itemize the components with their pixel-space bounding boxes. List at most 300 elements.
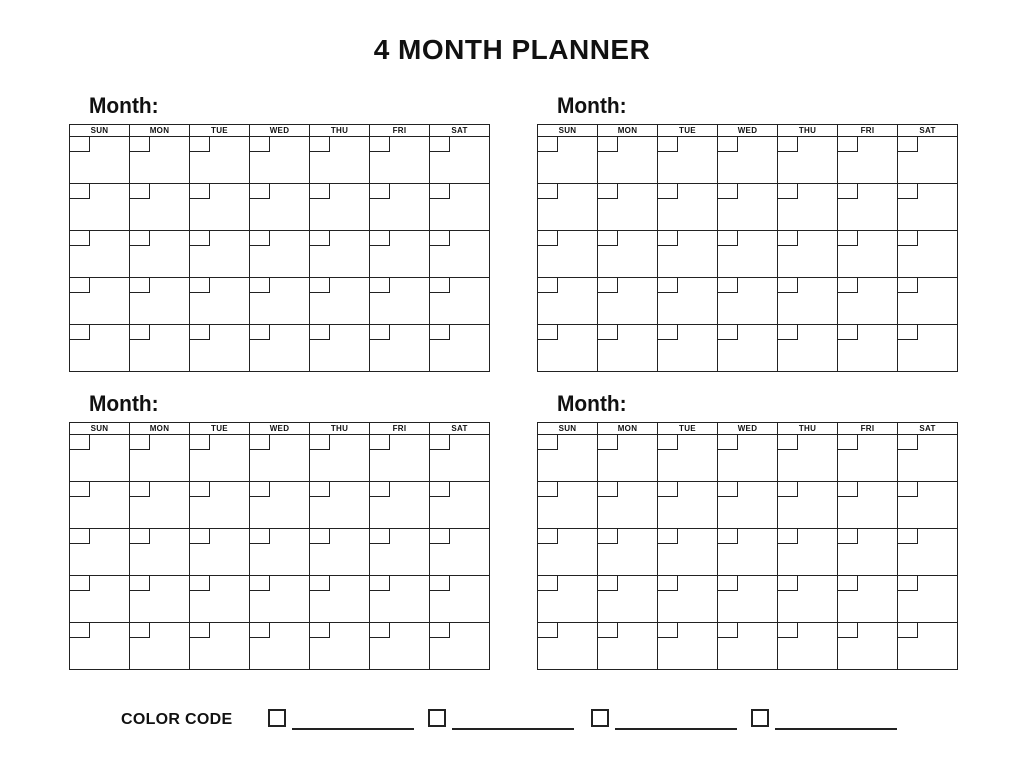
date-number-box[interactable] xyxy=(429,230,450,246)
day-cell[interactable] xyxy=(838,435,898,482)
date-number-box[interactable] xyxy=(429,575,450,591)
date-number-box[interactable] xyxy=(537,622,558,638)
date-number-box[interactable] xyxy=(537,324,558,340)
date-number-box[interactable] xyxy=(597,277,618,293)
day-cell[interactable] xyxy=(718,529,778,576)
date-number-box[interactable] xyxy=(837,575,858,591)
day-cell[interactable] xyxy=(370,482,430,529)
date-number-box[interactable] xyxy=(897,136,918,152)
date-number-box[interactable] xyxy=(837,183,858,199)
day-cell[interactable] xyxy=(778,435,838,482)
day-cell[interactable] xyxy=(190,482,250,529)
day-cell[interactable] xyxy=(658,184,718,231)
day-cell[interactable] xyxy=(898,325,958,372)
date-number-box[interactable] xyxy=(777,481,798,497)
date-number-box[interactable] xyxy=(837,528,858,544)
day-cell[interactable] xyxy=(898,623,958,670)
date-number-box[interactable] xyxy=(837,434,858,450)
day-cell[interactable] xyxy=(130,482,190,529)
day-cell[interactable] xyxy=(598,529,658,576)
day-cell[interactable] xyxy=(430,576,490,623)
day-cell[interactable] xyxy=(130,435,190,482)
day-cell[interactable] xyxy=(70,576,130,623)
date-number-box[interactable] xyxy=(189,481,210,497)
date-number-box[interactable] xyxy=(717,183,738,199)
day-cell[interactable] xyxy=(538,231,598,278)
date-number-box[interactable] xyxy=(429,528,450,544)
day-cell[interactable] xyxy=(190,184,250,231)
date-number-box[interactable] xyxy=(129,622,150,638)
day-cell[interactable] xyxy=(898,482,958,529)
day-cell[interactable] xyxy=(70,278,130,325)
day-cell[interactable] xyxy=(430,325,490,372)
day-cell[interactable] xyxy=(658,325,718,372)
date-number-box[interactable] xyxy=(369,575,390,591)
date-number-box[interactable] xyxy=(597,136,618,152)
day-cell[interactable] xyxy=(250,576,310,623)
date-number-box[interactable] xyxy=(369,434,390,450)
day-cell[interactable] xyxy=(370,184,430,231)
date-number-box[interactable] xyxy=(897,481,918,497)
date-number-box[interactable] xyxy=(429,136,450,152)
day-cell[interactable] xyxy=(778,184,838,231)
date-number-box[interactable] xyxy=(69,622,90,638)
date-number-box[interactable] xyxy=(309,136,330,152)
day-cell[interactable] xyxy=(130,576,190,623)
date-number-box[interactable] xyxy=(189,528,210,544)
date-number-box[interactable] xyxy=(597,622,618,638)
day-cell[interactable] xyxy=(658,623,718,670)
date-number-box[interactable] xyxy=(777,324,798,340)
date-number-box[interactable] xyxy=(129,183,150,199)
day-cell[interactable] xyxy=(658,231,718,278)
date-number-box[interactable] xyxy=(369,324,390,340)
day-cell[interactable] xyxy=(70,623,130,670)
date-number-box[interactable] xyxy=(657,528,678,544)
date-number-box[interactable] xyxy=(597,183,618,199)
date-number-box[interactable] xyxy=(897,183,918,199)
date-number-box[interactable] xyxy=(249,434,270,450)
date-number-box[interactable] xyxy=(657,481,678,497)
day-cell[interactable] xyxy=(310,325,370,372)
date-number-box[interactable] xyxy=(777,528,798,544)
date-number-box[interactable] xyxy=(249,481,270,497)
date-number-box[interactable] xyxy=(189,434,210,450)
date-number-box[interactable] xyxy=(717,434,738,450)
day-cell[interactable] xyxy=(310,435,370,482)
day-cell[interactable] xyxy=(838,529,898,576)
day-cell[interactable] xyxy=(538,325,598,372)
date-number-box[interactable] xyxy=(129,434,150,450)
date-number-box[interactable] xyxy=(369,136,390,152)
date-number-box[interactable] xyxy=(129,481,150,497)
day-cell[interactable] xyxy=(778,482,838,529)
date-number-box[interactable] xyxy=(69,183,90,199)
day-cell[interactable] xyxy=(430,435,490,482)
date-number-box[interactable] xyxy=(717,575,738,591)
date-number-box[interactable] xyxy=(897,230,918,246)
date-number-box[interactable] xyxy=(129,324,150,340)
date-number-box[interactable] xyxy=(777,183,798,199)
color-code-blank-line[interactable] xyxy=(452,728,574,730)
day-cell[interactable] xyxy=(430,137,490,184)
date-number-box[interactable] xyxy=(189,230,210,246)
date-number-box[interactable] xyxy=(657,136,678,152)
day-cell[interactable] xyxy=(538,184,598,231)
day-cell[interactable] xyxy=(190,529,250,576)
date-number-box[interactable] xyxy=(897,575,918,591)
color-code-checkbox[interactable] xyxy=(751,709,769,727)
day-cell[interactable] xyxy=(70,435,130,482)
day-cell[interactable] xyxy=(190,137,250,184)
day-cell[interactable] xyxy=(838,482,898,529)
date-number-box[interactable] xyxy=(309,622,330,638)
day-cell[interactable] xyxy=(778,231,838,278)
date-number-box[interactable] xyxy=(129,528,150,544)
date-number-box[interactable] xyxy=(249,230,270,246)
day-cell[interactable] xyxy=(310,623,370,670)
day-cell[interactable] xyxy=(190,231,250,278)
day-cell[interactable] xyxy=(538,137,598,184)
date-number-box[interactable] xyxy=(657,277,678,293)
color-code-checkbox[interactable] xyxy=(428,709,446,727)
week-row xyxy=(70,576,490,623)
day-cell[interactable] xyxy=(778,529,838,576)
date-number-box[interactable] xyxy=(69,481,90,497)
date-number-box[interactable] xyxy=(369,622,390,638)
date-number-box[interactable] xyxy=(777,622,798,638)
day-cell[interactable] xyxy=(70,231,130,278)
date-number-box[interactable] xyxy=(537,528,558,544)
day-cell[interactable] xyxy=(70,482,130,529)
date-number-box[interactable] xyxy=(429,277,450,293)
date-number-box[interactable] xyxy=(717,230,738,246)
day-cell[interactable] xyxy=(718,325,778,372)
day-cell[interactable] xyxy=(130,529,190,576)
day-cell[interactable] xyxy=(370,325,430,372)
day-cell[interactable] xyxy=(130,184,190,231)
day-cell[interactable] xyxy=(130,325,190,372)
date-number-box[interactable] xyxy=(897,434,918,450)
day-cell[interactable] xyxy=(370,623,430,670)
date-number-box[interactable] xyxy=(189,575,210,591)
day-cell[interactable] xyxy=(898,576,958,623)
date-number-box[interactable] xyxy=(129,230,150,246)
date-number-box[interactable] xyxy=(369,183,390,199)
day-cell[interactable] xyxy=(898,231,958,278)
date-number-box[interactable] xyxy=(897,528,918,544)
day-cell[interactable] xyxy=(250,325,310,372)
color-code-blank-line[interactable] xyxy=(292,728,414,730)
date-number-box[interactable] xyxy=(897,622,918,638)
date-number-box[interactable] xyxy=(837,622,858,638)
day-cell[interactable] xyxy=(778,576,838,623)
color-code-blank-line[interactable] xyxy=(775,728,897,730)
date-number-box[interactable] xyxy=(309,183,330,199)
day-cell[interactable] xyxy=(538,623,598,670)
calendar-grid xyxy=(69,422,490,670)
day-cell[interactable] xyxy=(658,435,718,482)
date-number-box[interactable] xyxy=(597,481,618,497)
day-cell[interactable] xyxy=(898,184,958,231)
date-number-box[interactable] xyxy=(537,230,558,246)
date-number-box[interactable] xyxy=(369,230,390,246)
day-cell[interactable] xyxy=(70,529,130,576)
month-label: Month: xyxy=(89,93,159,118)
date-number-box[interactable] xyxy=(309,230,330,246)
date-number-box[interactable] xyxy=(369,481,390,497)
day-cell[interactable] xyxy=(430,184,490,231)
day-cell[interactable] xyxy=(898,278,958,325)
day-cell[interactable] xyxy=(658,278,718,325)
date-number-box[interactable] xyxy=(717,324,738,340)
day-cell[interactable] xyxy=(70,325,130,372)
date-number-box[interactable] xyxy=(309,434,330,450)
day-cell[interactable] xyxy=(598,231,658,278)
date-number-box[interactable] xyxy=(657,575,678,591)
date-number-box[interactable] xyxy=(537,434,558,450)
day-cell[interactable] xyxy=(778,623,838,670)
date-number-box[interactable] xyxy=(369,528,390,544)
day-cell[interactable] xyxy=(718,184,778,231)
date-number-box[interactable] xyxy=(537,277,558,293)
day-cell[interactable] xyxy=(70,184,130,231)
day-cell[interactable] xyxy=(130,278,190,325)
date-number-box[interactable] xyxy=(309,528,330,544)
day-cell[interactable] xyxy=(898,435,958,482)
date-number-box[interactable] xyxy=(189,136,210,152)
date-number-box[interactable] xyxy=(249,277,270,293)
day-cell[interactable] xyxy=(430,278,490,325)
day-cell[interactable] xyxy=(598,435,658,482)
date-number-box[interactable] xyxy=(597,528,618,544)
day-cell[interactable] xyxy=(538,482,598,529)
day-cell[interactable] xyxy=(838,325,898,372)
date-number-box[interactable] xyxy=(429,183,450,199)
date-number-box[interactable] xyxy=(249,622,270,638)
week-row xyxy=(70,435,490,482)
date-number-box[interactable] xyxy=(129,136,150,152)
date-number-box[interactable] xyxy=(597,575,618,591)
date-number-box[interactable] xyxy=(309,575,330,591)
day-cell[interactable] xyxy=(190,435,250,482)
date-number-box[interactable] xyxy=(657,434,678,450)
date-number-box[interactable] xyxy=(717,528,738,544)
date-number-box[interactable] xyxy=(657,230,678,246)
date-number-box[interactable] xyxy=(537,575,558,591)
day-cell[interactable] xyxy=(310,137,370,184)
day-cell[interactable] xyxy=(838,137,898,184)
day-cell[interactable] xyxy=(250,137,310,184)
day-cell[interactable] xyxy=(370,435,430,482)
date-number-box[interactable] xyxy=(69,136,90,152)
day-cell[interactable] xyxy=(310,231,370,278)
day-cell[interactable] xyxy=(658,137,718,184)
date-number-box[interactable] xyxy=(777,277,798,293)
day-cell[interactable] xyxy=(778,325,838,372)
day-cell[interactable] xyxy=(598,576,658,623)
date-number-box[interactable] xyxy=(537,481,558,497)
day-cell[interactable] xyxy=(310,576,370,623)
date-number-box[interactable] xyxy=(189,622,210,638)
day-cell[interactable] xyxy=(370,576,430,623)
date-number-box[interactable] xyxy=(69,575,90,591)
day-cell[interactable] xyxy=(250,623,310,670)
week-row xyxy=(70,482,490,529)
day-cell[interactable] xyxy=(130,623,190,670)
weekday-header: MON xyxy=(598,423,658,435)
day-cell[interactable] xyxy=(778,278,838,325)
date-number-box[interactable] xyxy=(189,277,210,293)
day-cell[interactable] xyxy=(430,482,490,529)
date-number-box[interactable] xyxy=(189,183,210,199)
day-cell[interactable] xyxy=(190,278,250,325)
day-cell[interactable] xyxy=(130,137,190,184)
day-cell[interactable] xyxy=(718,576,778,623)
day-cell[interactable] xyxy=(370,278,430,325)
day-cell[interactable] xyxy=(598,137,658,184)
date-number-box[interactable] xyxy=(897,324,918,340)
day-cell[interactable] xyxy=(250,529,310,576)
date-number-box[interactable] xyxy=(69,277,90,293)
date-number-box[interactable] xyxy=(897,277,918,293)
date-number-box[interactable] xyxy=(597,324,618,340)
date-number-box[interactable] xyxy=(837,230,858,246)
date-number-box[interactable] xyxy=(429,622,450,638)
date-number-box[interactable] xyxy=(129,575,150,591)
weekday-header: TUE xyxy=(190,125,250,137)
day-cell[interactable] xyxy=(718,278,778,325)
date-number-box[interactable] xyxy=(69,434,90,450)
date-number-box[interactable] xyxy=(717,622,738,638)
day-cell[interactable] xyxy=(538,278,598,325)
day-cell[interactable] xyxy=(598,278,658,325)
date-number-box[interactable] xyxy=(429,481,450,497)
date-number-box[interactable] xyxy=(429,324,450,340)
date-number-box[interactable] xyxy=(369,277,390,293)
day-cell[interactable] xyxy=(310,278,370,325)
day-cell[interactable] xyxy=(598,482,658,529)
date-number-box[interactable] xyxy=(777,136,798,152)
date-number-box[interactable] xyxy=(657,183,678,199)
day-cell[interactable] xyxy=(598,184,658,231)
day-cell[interactable] xyxy=(838,231,898,278)
color-code-checkbox[interactable] xyxy=(268,709,286,727)
date-number-box[interactable] xyxy=(717,481,738,497)
day-cell[interactable] xyxy=(718,482,778,529)
date-number-box[interactable] xyxy=(309,481,330,497)
date-number-box[interactable] xyxy=(69,230,90,246)
day-cell[interactable] xyxy=(838,278,898,325)
date-number-box[interactable] xyxy=(429,434,450,450)
day-cell[interactable] xyxy=(598,325,658,372)
date-number-box[interactable] xyxy=(777,575,798,591)
day-cell[interactable] xyxy=(898,137,958,184)
date-number-box[interactable] xyxy=(777,230,798,246)
date-number-box[interactable] xyxy=(249,136,270,152)
week-row xyxy=(70,231,490,278)
date-number-box[interactable] xyxy=(837,277,858,293)
day-cell[interactable] xyxy=(250,278,310,325)
date-number-box[interactable] xyxy=(597,434,618,450)
day-cell[interactable] xyxy=(250,482,310,529)
date-number-box[interactable] xyxy=(249,324,270,340)
day-cell[interactable] xyxy=(370,137,430,184)
day-cell[interactable] xyxy=(718,623,778,670)
day-cell[interactable] xyxy=(838,623,898,670)
date-number-box[interactable] xyxy=(837,481,858,497)
date-number-box[interactable] xyxy=(837,136,858,152)
day-cell[interactable] xyxy=(250,435,310,482)
week-row xyxy=(538,231,958,278)
day-cell[interactable] xyxy=(250,231,310,278)
date-number-box[interactable] xyxy=(537,183,558,199)
date-number-box[interactable] xyxy=(309,324,330,340)
day-cell[interactable] xyxy=(310,529,370,576)
day-cell[interactable] xyxy=(538,529,598,576)
day-cell[interactable] xyxy=(430,623,490,670)
date-number-box[interactable] xyxy=(309,277,330,293)
day-cell[interactable] xyxy=(370,231,430,278)
day-cell[interactable] xyxy=(130,231,190,278)
date-number-box[interactable] xyxy=(597,230,618,246)
color-code-blank-line[interactable] xyxy=(615,728,737,730)
day-cell[interactable] xyxy=(370,529,430,576)
day-cell[interactable] xyxy=(430,231,490,278)
day-cell[interactable] xyxy=(658,482,718,529)
date-number-box[interactable] xyxy=(717,136,738,152)
calendar-grid xyxy=(537,124,958,372)
day-cell[interactable] xyxy=(538,576,598,623)
day-cell[interactable] xyxy=(190,325,250,372)
day-cell[interactable] xyxy=(778,137,838,184)
day-cell[interactable] xyxy=(190,576,250,623)
color-code-checkbox[interactable] xyxy=(591,709,609,727)
day-cell[interactable] xyxy=(538,435,598,482)
date-number-box[interactable] xyxy=(69,324,90,340)
date-number-box[interactable] xyxy=(129,277,150,293)
date-number-box[interactable] xyxy=(657,324,678,340)
day-cell[interactable] xyxy=(598,623,658,670)
day-cell[interactable] xyxy=(190,623,250,670)
day-cell[interactable] xyxy=(310,482,370,529)
date-number-box[interactable] xyxy=(249,528,270,544)
day-cell[interactable] xyxy=(310,184,370,231)
day-cell[interactable] xyxy=(658,529,718,576)
week-row xyxy=(70,529,490,576)
day-cell[interactable] xyxy=(718,137,778,184)
week-row xyxy=(538,435,958,482)
date-number-box[interactable] xyxy=(69,528,90,544)
date-number-box[interactable] xyxy=(537,136,558,152)
day-cell[interactable] xyxy=(718,231,778,278)
date-number-box[interactable] xyxy=(249,183,270,199)
day-cell[interactable] xyxy=(838,576,898,623)
day-cell[interactable] xyxy=(430,529,490,576)
date-number-box[interactable] xyxy=(837,324,858,340)
date-number-box[interactable] xyxy=(249,575,270,591)
date-number-box[interactable] xyxy=(657,622,678,638)
day-cell[interactable] xyxy=(838,184,898,231)
date-number-box[interactable] xyxy=(717,277,738,293)
day-cell[interactable] xyxy=(898,529,958,576)
day-cell[interactable] xyxy=(658,576,718,623)
day-cell[interactable] xyxy=(250,184,310,231)
date-number-box[interactable] xyxy=(189,324,210,340)
day-cell[interactable] xyxy=(718,435,778,482)
day-cell[interactable] xyxy=(70,137,130,184)
date-number-box[interactable] xyxy=(777,434,798,450)
